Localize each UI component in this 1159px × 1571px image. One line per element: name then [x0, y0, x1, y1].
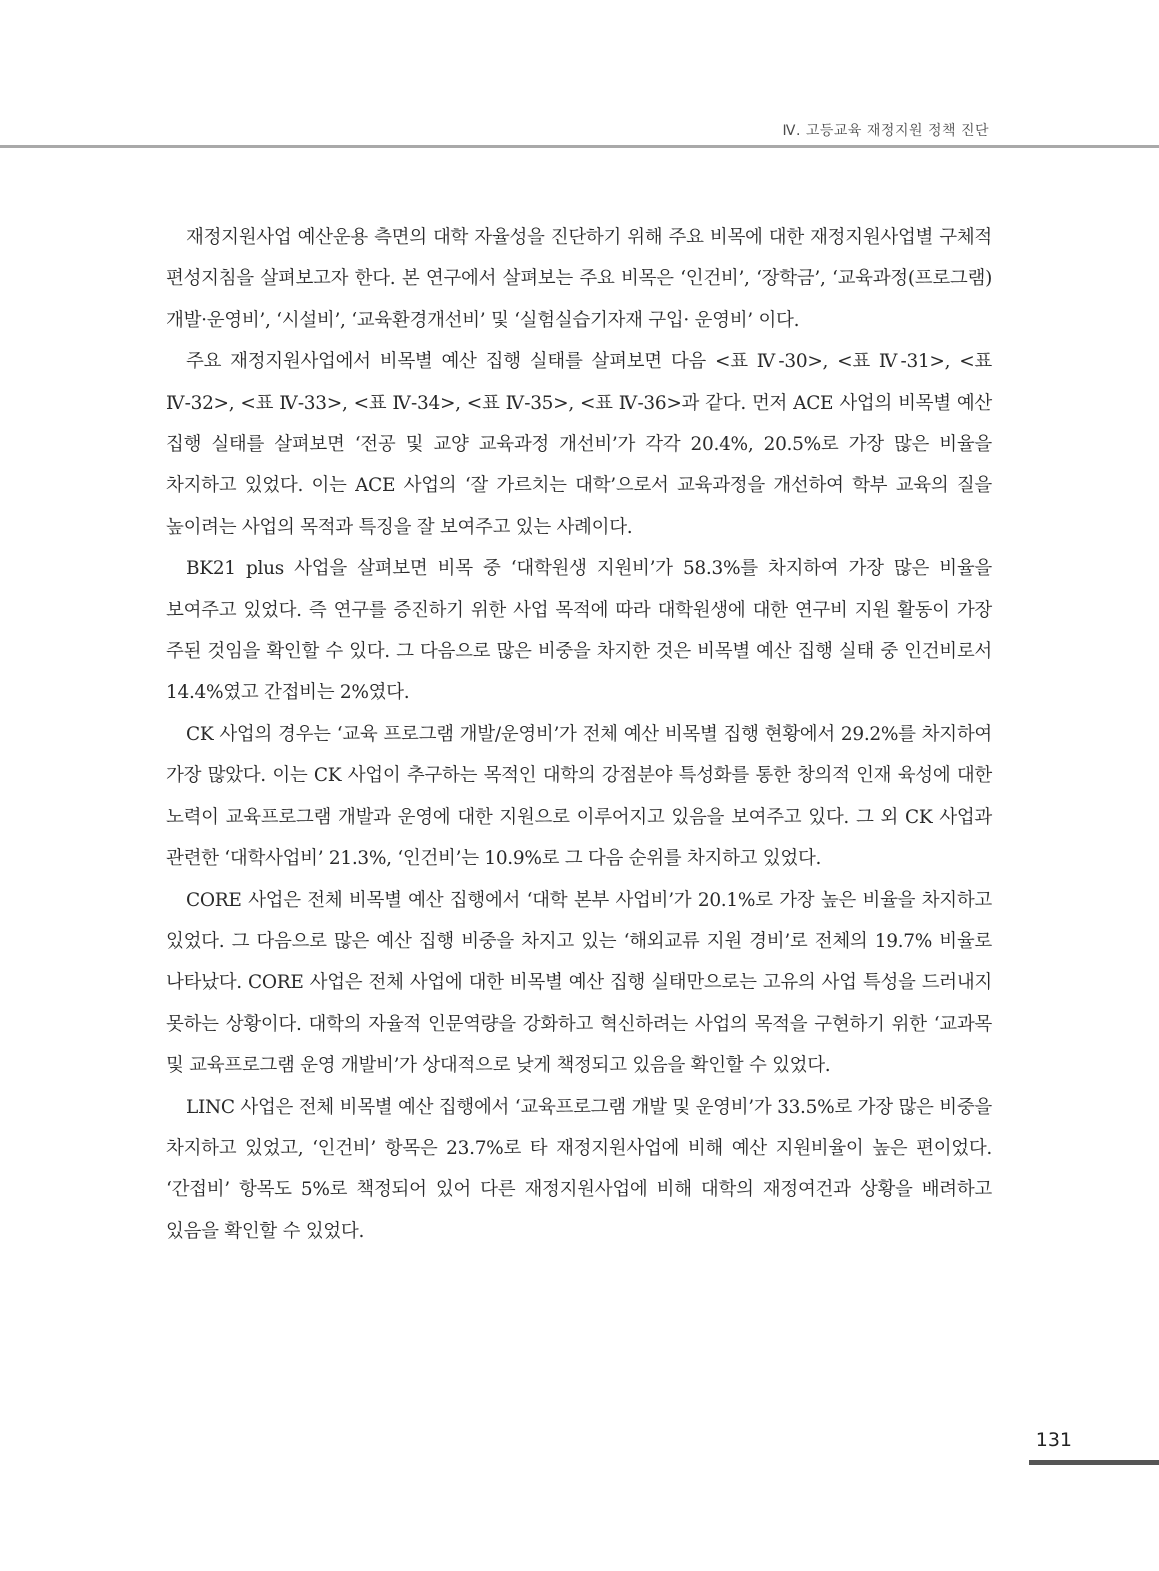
- running-header: Ⅳ. 고등교육 재정지원 정책 진단: [782, 123, 989, 139]
- page-number: 131: [1035, 1429, 1072, 1451]
- paragraph-ace: 주요 재정지원사업에서 비목별 예산 집행 실태를 살펴보면 다음 <표 Ⅳ-30>, <표 Ⅳ-31>, <표 Ⅳ-32>, <표 Ⅳ-33>, <표 Ⅳ-34>, <표 Ⅳ-35>, <표 Ⅳ-36>과 같다. 먼저 ACE 사업의 비목별 예산 집행 실태를 살펴보면 ‘전공 및 교양 교육과정 개선비’가 각각 20.4%, 20.5%로 가장 많은 비율을 차지하고 있었다. 이는 ACE 사업의 ‘잘 가르치는 대학’으로서 교육과정을 개선하여 학부 교육의 질을 높이려는 사업의 목적과 특징을 잘 보여주고 있는 사례이다.: [166, 351, 992, 538]
- footer-divider: [1029, 1460, 1159, 1465]
- paragraph-ck: CK 사업의 경우는 ‘교육 프로그램 개발/운영비’가 전체 예산 비목별 집행 현황에서 29.2%를 차지하여 가장 많았다. 이는 CK 사업이 추구하는 목적인 대학의 강점분야 특성화를 통한 창의적 인재 육성에 대한 노력이 교육프로그램 개발과 운영에 대한 지원으로 이루어지고 있음을 보여주고 있다. 그 외 CK 사업과 관련한 ‘대학사업비’ 21.3%, ‘인건비’는 10.9%로 그 다음 순위를 차지하고 있었다.: [166, 723, 992, 870]
- body-text: [166, 217, 992, 1252]
- paragraph-core: CORE 사업은 전체 비목별 예산 집행에서 ‘대학 본부 사업비’가 20.1%로 가장 높은 비율을 차지하고 있었다. 그 다음으로 많은 예산 집행 비중을 차지고 있는 ‘해외교류 지원 경비’로 전체의 19.7% 비율로 나타났다. CORE 사업은 전체 사업에 대한 비목별 예산 집행 실태만으로는 고유의 사업 특성을 드러내지 못하는 상황이다. 대학의 자율적 인문역량을 강화하고 혁신하려는 사업의 목적을 구현하기 위한 ‘교과목 및 교육프로그램 운영 개발비’가 상대적으로 낮게 책정되고 있음을 확인할 수 있었다.: [166, 889, 992, 1077]
- paragraph-bk21: BK21 plus 사업을 살펴보면 비목 중 ‘대학원생 지원비’가 58.3%를 차지하여 가장 많은 비율을 보여주고 있었다. 즉 연구를 증진하기 위한 사업 목적에 따라 대학원생에 대한 연구비 지원 활동이 가장 주된 것임을 확인할 수 있다. 그 다음으로 많은 비중을 차지한 것은 비목별 예산 집행 실태 중 인건비로서 14.4%였고 간접비는 2%였다.: [166, 558, 992, 704]
- header-divider: [0, 145, 1159, 148]
- paragraph-budget-autonomy: 재정지원사업 예산운용 측면의 대학 자율성을 진단하기 위해 주요 비목에 대한 재정지원사업별 구체적 편성지침을 살펴보고자 한다. 본 연구에서 살펴보는 주요 비목은 ‘인건비’, ‘장학금’, ‘교육과정(프로그램) 개발·운영비’, ‘시설비’, ‘교육환경개선비’ 및 ‘실험실습기자재 구입· 운영비’ 이다.: [166, 227, 992, 331]
- paragraph-linc: LINC 사업은 전체 비목별 예산 집행에서 ‘교육프로그램 개발 및 운영비’가 33.5%로 가장 많은 비중을 차지하고 있었고, ‘인건비’ 항목은 23.7%로 타 재정지원사업에 비해 예산 지원비율이 높은 편이었다. ‘간접비’ 항목도 5%로 책정되어 있어 다른 재정지원사업에 비해 대학의 재정여건과 상황을 배려하고 있음을 확인할 수 있었다.: [166, 1096, 992, 1242]
